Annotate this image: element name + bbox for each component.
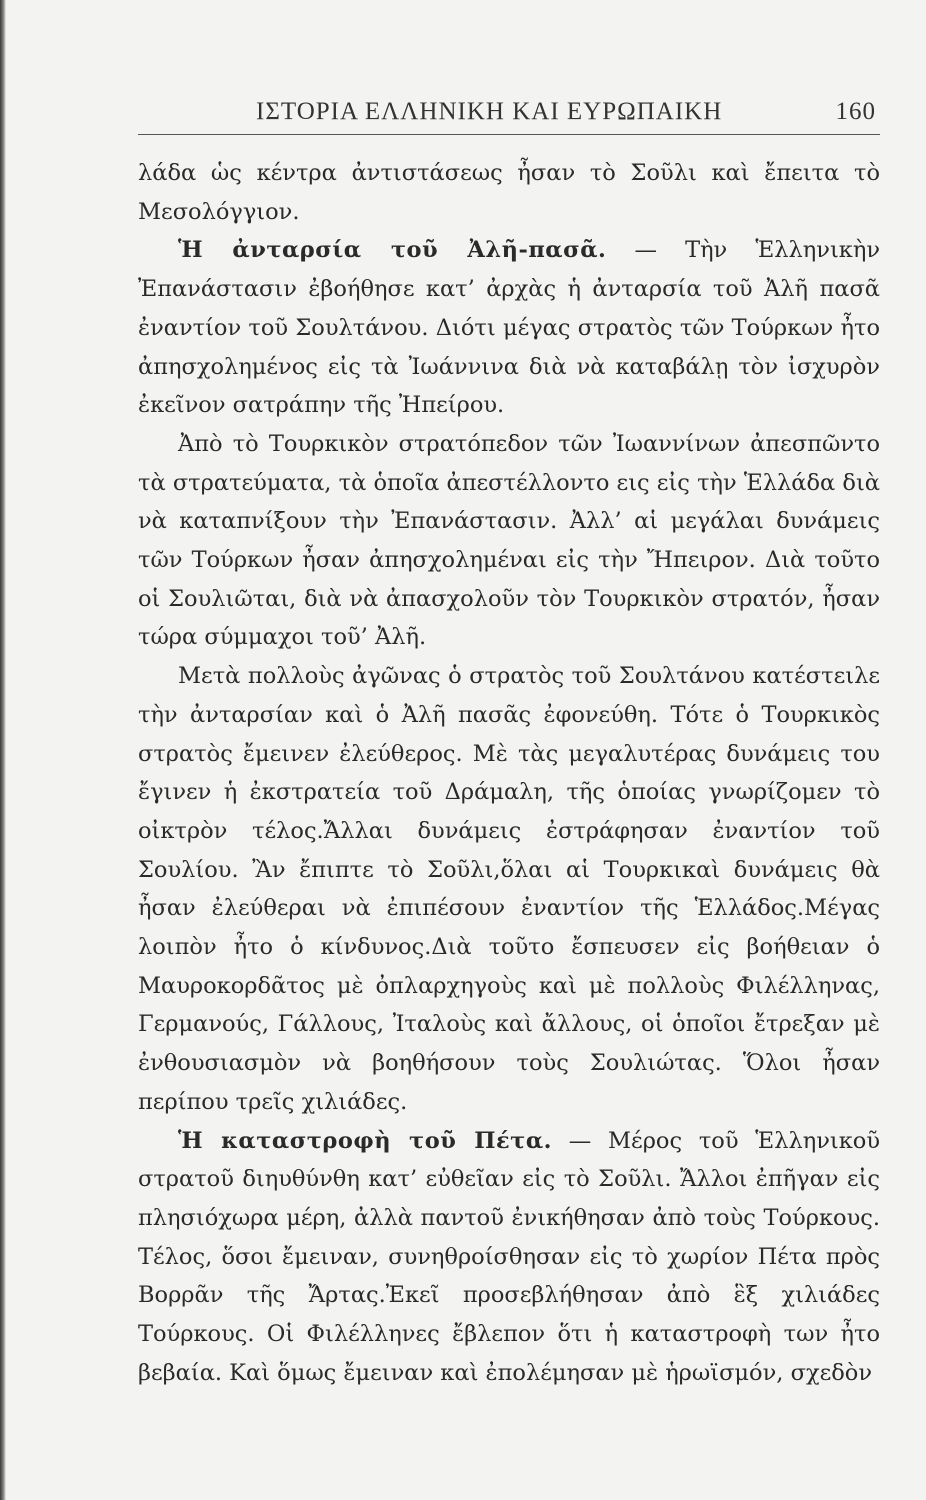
scan-edge (0, 0, 6, 1500)
paragraph-text: λάδα ὡς κέντρα ἀντιστάσεως ἦσαν τὸ Σοῦλι καὶ ἔπειτα τὸ Μεσολόγγιον. (138, 160, 880, 225)
section-heading-peta: Ἡ καταστροφὴ τοῦ Πέτα. (178, 1127, 552, 1154)
page-number: 160 (835, 98, 876, 125)
paragraph-text: — Τὴν Ἑλληνικὴν Ἐπανάστασιν ἐβοήθησε κατ’ ἀρχὰς ἡ ἀνταρσία τοῦ Ἀλῆ πασᾶ ἐναντίον τοῦ Σουλτάνου. Διότι μέγας στρατὸς τῶν Τούρκων ἦτο ἀπησχολημένος εἰς τὰ Ἰωάννινα διὰ νὰ καταβάλῃ τὸν ἰσχυρὸν ἐκεῖνον σατράπην τῆς Ἠπείρου. (138, 237, 880, 419)
paragraph-4 (138, 657, 880, 1121)
paragraph-5 (138, 1122, 880, 1393)
paragraph-1 (138, 154, 880, 231)
section-heading-ali-pasha: Ἡ ἀνταρσία τοῦ Ἀλῆ-πασᾶ. (178, 237, 607, 264)
running-head (138, 90, 880, 135)
paragraph-text: Ἀπὸ τὸ Τουρκικὸν στρατόπεδον τῶν Ἰωαννίνων ἀπεσπῶντο τὰ στρατεύματα, τὰ ὁποῖα ἀπεστέλλοντο εις εἰς τὴν Ἑλλάδα διὰ νὰ καταπνίξουν τὴν Ἐπανάστασιν. Ἀλλ’ αἱ μεγάλαι δυνάμεις τῶν Τούρκων ἦσαν ἀπησχολημέναι εἰς τὴν Ἤπειρον. Διὰ τοῦτο οἱ Σουλιῶται, διὰ νὰ ἀπασχολοῦν τὸν Τουρκικὸν στρατόν, ἦσαν τώρα σύμμαχοι τοῦ’ Ἀλῆ. (138, 430, 880, 651)
body-text (138, 154, 880, 1393)
paragraph-text: Μετὰ πολλοὺς ἀγῶνας ὁ στρατὸς τοῦ Σουλτάνου κατέστειλε τὴν ἀνταρσίαν καὶ ὁ Ἀλῆ πασᾶς ἐφονεύθη. Τότε ὁ Τουρκικὸς στρατὸς ἔμεινεν ἐλεύθερος. Μὲ τὰς μεγαλυτέρας δυνάμεις του ἔγινεν ἡ ἐκστρατεία τοῦ Δράμαλη, τῆς ὁποίας γνωρίζομεν τὸ οἰκτρὸν τέλος.Ἄλλαι δυνάμεις ἐστράφησαν ἐναντίον τοῦ Σουλίου. Ἂν ἔπιπτε τὸ Σοῦλι,ὅλαι αἱ Τουρκικαὶ δυνάμεις θὰ ἦσαν ἐλεύθεραι νὰ ἐπιπέσουν ἐναντίον τῆς Ἑλλάδος.Μέγας λοιπὸν ἦτο ὁ κίνδυνος.Διὰ τοῦτο ἔσπευσεν εἰς βοήθειαν ὁ Μαυροκορδᾶτος μὲ ὀπλαρχηγοὺς καὶ μὲ πολλοὺς Φιλέλληνας, Γερμανούς, Γάλλους, Ἰταλοὺς καὶ ἄλλους, οἱ ὁποῖοι ἔτρεξαν μὲ ἐνθουσιασμὸν νὰ βοηθήσουν τοὺς Σουλιώτας. Ὅλοι ἦσαν περίπου τρεῖς χιλιάδες. (138, 663, 880, 1115)
paragraph-3 (138, 425, 880, 657)
paragraph-2 (138, 231, 880, 425)
paragraph-text: — Μέρος τοῦ Ἑλληνικοῦ στρατοῦ διηυθύνθη κατ’ εὐθεῖαν εἰς τὸ Σοῦλι. Ἄλλοι ἐπῆγαν εἰς πλησιόχωρα μέρη, ἀλλὰ παντοῦ ἐνικήθησαν ἀπὸ τοὺς Τούρκους. Τέλος, ὅσοι ἔμειναν, συνηθροίσθησαν εἰς τὸ χωρίον Πέτα πρὸς Βορρᾶν τῆς Ἄρτας.Ἐκεῖ προσεβλήθησαν ἀπὸ ἓξ χιλιάδες Τούρκους. Οἱ Φιλέλληνες ἔβλεπον ὅτι ἡ καταστροφὴ των ἦτο βεβαία. Καὶ ὅμως ἔμειναν καὶ ἐπολέμησαν μὲ ἡρωϊσμόν, σχεδὸν (138, 1127, 880, 1386)
running-head-title: ΙΣΤΟΡΙΑ ΕΛΛΗΝΙΚΗ ΚΑΙ ΕΥΡΩΠΑΙΚΗ (256, 98, 723, 125)
book-page (138, 90, 880, 1393)
